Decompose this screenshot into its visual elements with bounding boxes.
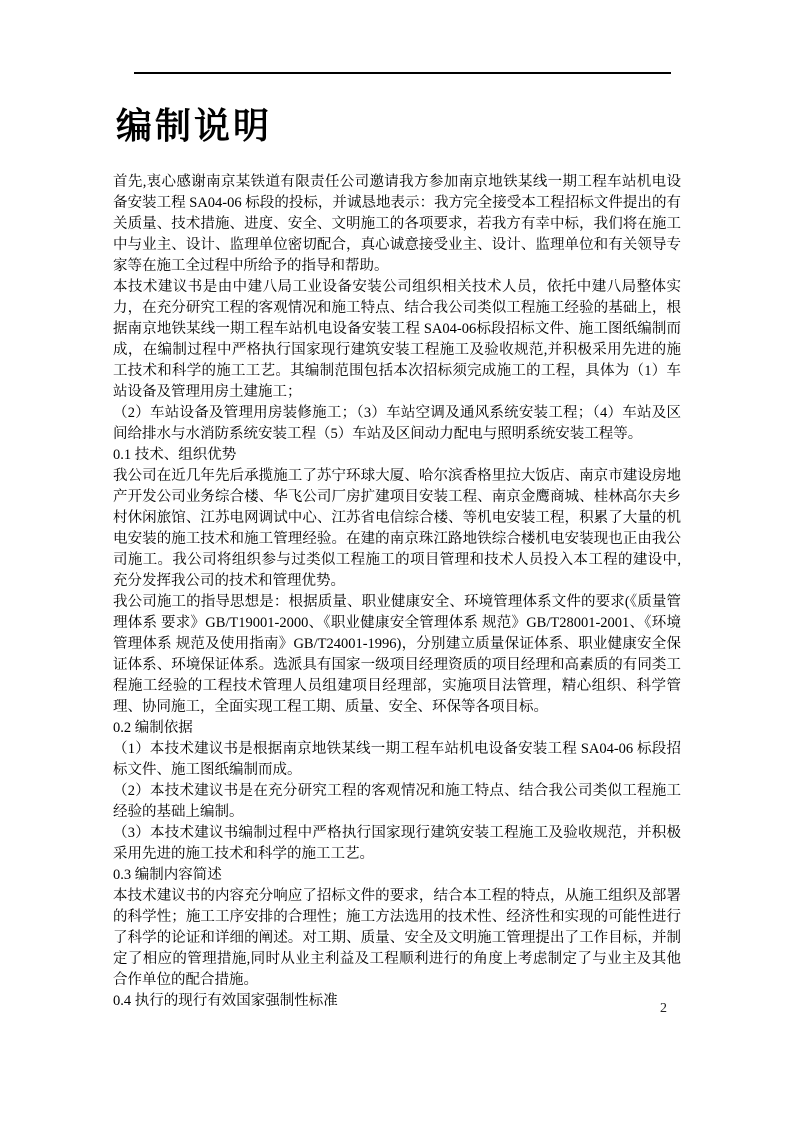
section-heading: 0.3 编制内容简述 xyxy=(113,867,222,883)
paragraph: 本技术建议书是由中建八局工业设备安装公司组织相关技术人员，依托中建八局整体实力，在充分研究工程的客观情况和施工特点、结合我公司类似工程施工经验的基础上，根据南京地铁某线一期工程车站机电设备安装工程 SA04-06标段招标文件、施工图纸编制而成，在编制过程中严格执行国家现行建筑安装工程施工及验收规范,并积极采用先进的施工技术和科学的施工工艺。其编制范围包括本次招标须完成施工的工程，具体为（1）车站设备及管理用房土建施工； xyxy=(113,279,681,400)
page-title: 编制说明 xyxy=(116,105,273,146)
paragraph: （2）车站设备及管理用房装修施工；（3）车站空调及通风系统安装工程；（4）车站及区间给排水与水消防系统安装工程（5）车站及区间动力配电与照明系统安装工程等。 xyxy=(113,405,681,442)
paragraph: （3）本技术建议书编制过程中严格执行国家现行建筑安装工程施工及验收规范，并积极采用先进的施工技术和科学的施工工艺。 xyxy=(113,825,681,862)
section-heading: 0.2 编制依据 xyxy=(113,720,193,736)
section-heading: 0.1 技术、组织优势 xyxy=(113,447,237,463)
section-heading: 0.4 执行的现行有效国家强制性标准 xyxy=(113,993,338,1009)
paragraph: 我公司在近几年先后承揽施工了苏宁环球大厦、哈尔滨香格里拉大饭店、南京市建设房地产开发公司业务综合楼、华飞公司厂房扩建项目安装工程、南京金鹰商城、桂林高尔夫乡村休闲旅馆、江苏电网调试中心、江苏省电信综合楼、等机电安装工程，积累了大量的机电安装的施工技术和施工管理经验。在建的南京珠江路地铁综合楼机电安装现也正由我公司施工。我公司将组织参与过类似工程施工的项目管理和技术人员投入本工程的建设中,充分发挥我公司的技术和管理优势。 xyxy=(113,468,681,589)
paragraph: （2）本技术建议书是在充分研究工程的客观情况和施工特点、结合我公司类似工程施工经验的基础上编制。 xyxy=(113,783,681,820)
paragraph: 本技术建议书的内容充分响应了招标文件的要求，结合本工程的特点，从施工组织及部署的科学性；施工工序安排的合理性；施工方法选用的技术性、经济性和实现的可能性进行了科学的论证和详细的阐述。对工期、质量、安全及文明施工管理提出了工作目标，并制定了相应的管理措施,同时从业主利益及工程顺利进行的角度上考虑制定了与业主及其他合作单位的配合措施。 xyxy=(113,888,681,988)
document-body xyxy=(113,172,681,1012)
paragraph: 首先,衷心感谢南京某铁道有限责任公司邀请我方参加南京地铁某线一期工程车站机电设备安装工程 SA04-06 标段的投标，并诚恳地表示：我方完全接受本工程招标文件提出的有关质量、技术措施、进度、安全、文明施工的各项要求，若我方有幸中标，我们将在施工中与业主、设计、监理单位密切配合，真心诚意接受业主、设计、监理单位和有关领导专家等在施工全过程中所给予的指导和帮助。 xyxy=(113,174,681,274)
header-divider xyxy=(134,72,671,74)
paragraph: （1）本技术建议书是根据南京地铁某线一期工程车站机电设备安装工程 SA04-06 标段招标文件、施工图纸编制而成。 xyxy=(113,741,681,778)
page-number: 2 xyxy=(660,1001,667,1016)
paragraph: 我公司施工的指导思想是：根据质量、职业健康安全、环境管理体系文件的要求(《质量管理体系 要求》GB/T19001-2000、《职业健康安全管理体系 规范》GB/T28001-2001、《环境管理体系 规范及使用指南》GB/T24001-1996)，分别建立质量保证体系、职业健康安全保证体系、环境保证体系。选派具有国家一级项目经理资质的项目经理和高素质的有同类工程施工经验的工程技术管理人员组建项目经理部，实施项目法管理，精心组织、科学管理、协同施工，全面实现工程工期、质量、安全、环保等各项目标。 xyxy=(113,594,681,715)
